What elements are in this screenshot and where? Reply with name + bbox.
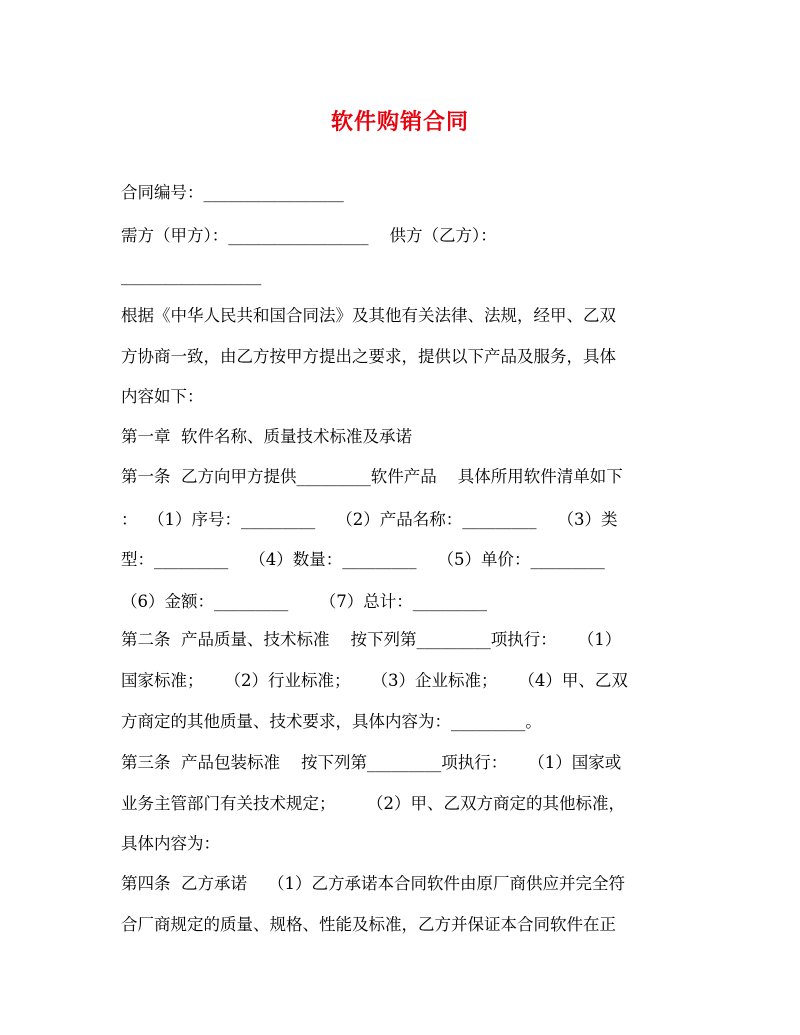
preamble-line-1: 根据《中华人民共和国合同法》及其他有关法律、法规，经甲、乙双 (121, 306, 616, 325)
article-2-line-3: 方商定的其他质量、技术要求，具体内容为：_________。 (121, 712, 542, 731)
article-4-line-2: 合厂商规定的质量、规格、性能及标准，乙方并保证本合同软件在正 (121, 915, 616, 934)
article-2-line-1: 第二条 产品质量、技术标准 按下列第_________项执行： （1） (121, 630, 622, 649)
article-3-line-1: 第三条 产品包装标准 按下列第_________项执行： （1）国家或 (121, 753, 622, 772)
document-title: 软件购销合同 (330, 109, 469, 135)
supplier-blank-line: _________________ (121, 266, 262, 285)
preamble-line-3: 内容如下： (121, 387, 204, 406)
article-3-line-2: 业务主管部门有关技术规定； （2）甲、乙双方商定的其他标准， (121, 794, 625, 813)
article-3-line-3: 具体内容为： (121, 834, 220, 853)
chapter-1-heading: 第一章 软件名称、质量技术标准及承诺 (121, 427, 412, 446)
article-1-line-1: 第一条 乙方向甲方提供_________软件产品 具体所用软件清单如下 (121, 467, 623, 486)
article-1-line-2: ： （1）序号：_________ （2）产品名称：_________ （3）类 (121, 510, 618, 529)
contract-number-line: 合同编号：_________________ (121, 183, 344, 202)
article-1-line-3: 型：_________ （4）数量：_________ （5）单价：_________ (121, 550, 605, 569)
preamble-line-2: 方协商一致，由乙方按甲方提出之要求，提供以下产品及服务，具体 (121, 347, 616, 366)
parties-line: 需方（甲方）：_________________ 供方（乙方）： (121, 226, 497, 245)
article-2-line-2: 国家标准； （2）行业标准； （3）企业标准； （4）甲、乙双 (121, 671, 628, 690)
article-1-line-4: （6）金额：_________ （7）总计：_________ (121, 592, 487, 611)
article-4-line-1: 第四条 乙方承诺 （1）乙方承诺本合同软件由原厂商供应并完全符 (121, 874, 625, 893)
